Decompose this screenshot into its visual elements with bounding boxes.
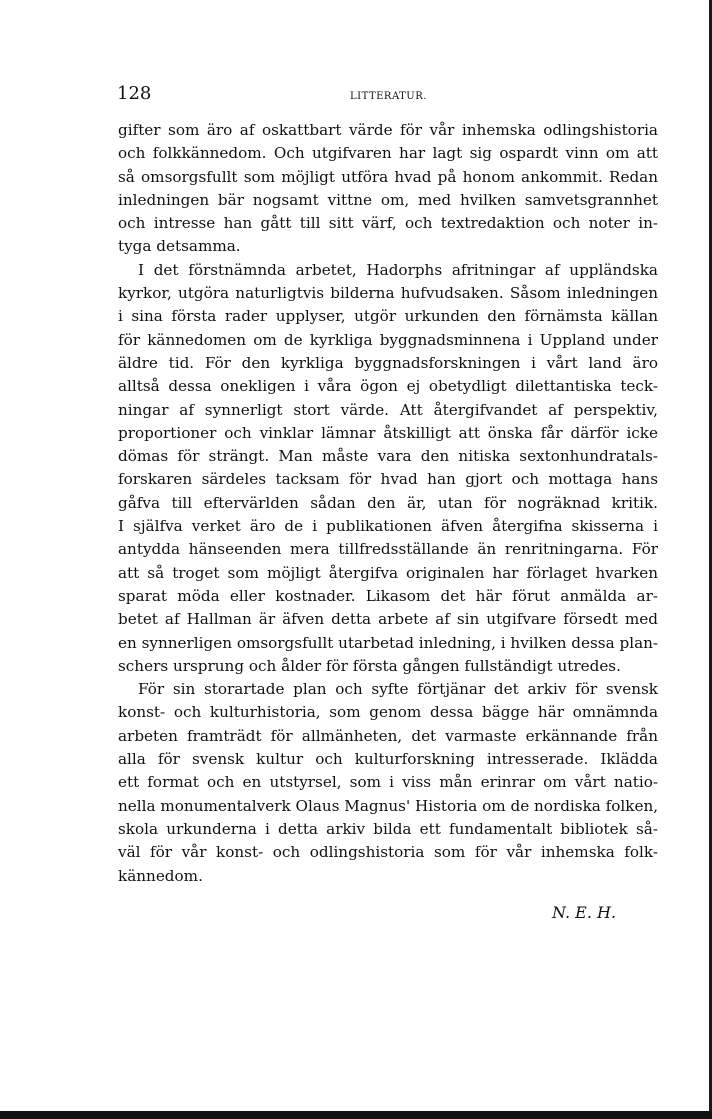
- text-line: gåfva till eftervärlden sådan den är, utan för nogräknad kritik.: [118, 493, 658, 512]
- text-line: kännedom.: [118, 866, 203, 885]
- page-number: 128: [117, 83, 152, 104]
- text-line: kyrkor, utgöra naturligtvis bilderna hufvudsaken. Såsom inledningen: [118, 284, 658, 303]
- text-line: för kännedomen om de kyrkliga byggnadsminnena i Uppland under: [118, 330, 658, 349]
- text-line: att så troget som möjligt återgifva originalen har förlaget hvarken: [118, 563, 658, 582]
- text-line: ningar af synnerligt stort värde. Att återgifvandet af perspektiv,: [118, 400, 658, 419]
- body-text: [118, 119, 658, 888]
- text-line: i sina första rader upplyser, utgör urkunden den förnämsta källan: [118, 307, 658, 326]
- text-line: tyga detsamma.: [118, 237, 241, 256]
- text-line: ett format och en utstyrsel, som i viss mån erinrar om vårt natio-: [118, 773, 658, 792]
- text-line: och intresse han gått till sitt värf, och textredaktion och noter in-: [118, 214, 658, 233]
- text-line: alltså dessa onekligen i våra ögon ej obetydligt dilettantiska teck-: [118, 377, 658, 396]
- text-line: konst- och kulturhistoria, som genom dessa bägge här omnämnda: [118, 703, 658, 722]
- running-head: LITTERATUR.: [350, 91, 427, 102]
- text-line: sparat möda eller kostnader. Likasom det här förut anmälda ar-: [118, 586, 658, 605]
- text-line: gifter som äro af oskattbart värde för vår inhemska odlingshistoria: [118, 121, 658, 139]
- text-line: schers ursprung och ålder för första gången fullständigt utredes.: [118, 656, 621, 675]
- text-line: väl för vår konst- och odlingshistoria som för vår inhemska folk-: [118, 843, 658, 862]
- text-line: alla för svensk kultur och kulturforskning intresserade. Iklädda: [118, 750, 658, 769]
- author-signature: N. E. H.: [552, 903, 617, 922]
- text-line: forskaren särdeles tacksam för hvad han gjort och mottaga hans: [118, 470, 658, 489]
- text-line: en synnerligen omsorgsfullt utarbetad inledning, i hvilken dessa plan-: [118, 633, 659, 652]
- text-line: äldre tid. För den kyrkliga byggnadsforskningen i vårt land äro: [118, 353, 658, 372]
- scan-edge-bottom: [0, 1111, 712, 1119]
- text-line: inledningen bär nogsamt vittne om, med hvilken samvetsgrannhet: [118, 190, 658, 209]
- text-line: I det förstnämnda arbetet, Hadorphs afritningar af uppländska: [138, 260, 658, 279]
- text-line: I själfva verket äro de i publikationen äfven återgifna skisserna i: [118, 517, 658, 536]
- text-line: För sin storartade plan och syfte förtjänar det arkiv för svensk: [138, 680, 658, 699]
- text-line: så omsorgsfullt som möjligt utföra hvad på honom ankommit. Redan: [118, 167, 658, 186]
- text-line: skola urkunderna i detta arkiv bilda ett fundamentalt bibliotek så-: [118, 819, 658, 838]
- text-line: och folkkännedom. Och utgifvaren har lagt sig ospardt vinn om att: [118, 144, 658, 163]
- text-line: arbeten framträdt för allmänheten, det varmaste erkännande från: [118, 726, 658, 745]
- text-line: proportioner och vinklar lämnar åtskilligt att önska får därför icke: [118, 423, 658, 442]
- text-line: betet af Hallman är äfven detta arbete af sin utgifvare försedt med: [118, 610, 658, 629]
- text-line: nella monumentalverk Olaus Magnus' Historia om de nordiska folken,: [118, 796, 659, 815]
- text-line: dömas för strängt. Man måste vara den nitiska sextonhundratals-: [118, 447, 658, 466]
- text-line: antydda hänseenden mera tillfredsställande än renritningarna. För: [118, 540, 658, 559]
